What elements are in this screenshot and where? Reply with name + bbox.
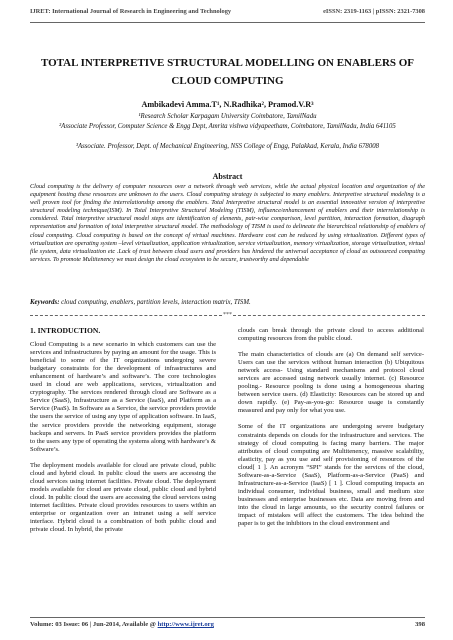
body-paragraph: Some of the IT organizations are undergoing severe budgetary constraints depends on clouds for the infrastructure and services. The strategy of cloud computing is facing many barriers. The major attributes of cloud computing are Multitenency, massive scalability, elasticity, pay as you use and self provisioning of resources of the cloud[ 1 ]. An acronym “SPI” stands for the services of the cloud, Software-as-a-Service (SaaS), Platform-as-a-Service (PaaS) and Infrastructure-as-a-Service (IaaS) [ 1 ]. Cloud computing impacts an individual consumer, individual business, small and medium size businesses and enterprise businesses etc. Data are moving from and into the cloud in large amounts, so the security control failures or impact of mistakes will affect the customers. The idea behind the paper is to get the inhibitors in the cloud environment and (238, 423, 424, 528)
abstract-text: Cloud computing is the delivery of computer resources over a network through web services, while the actual physical location and organization of the equipment hosting these resources are unknown to the users. Cloud computing strategy is subjected to many enablers. Interpretive structural modeling is a well proven tool for finding the interrelationship among the enablers. Total Interpretive structural model is an essential innovative version of interpretive structural modeling technique(ISM). In Total Interpretive Structural Modeling (TISM), influence/enhancement of enablers and their interrelationship is considered. Total interpretive structural model steps are identification of elements, pair-wise comparison, level partition, interaction formation, diagraph representation and formation of total interpretive structural model. The methodology of TISM is used to delineate the hierarchical relationship of enablers of cloud computing. Cloud computing is based on the concept of virtual machines. Hardware cost can be reduced by using virtualization. Different types of virtualization are operating system –level virtualization, application virtualization, service virtualization, memory virtualization, storage virtualization, virtual file system, data virtualization etc .Lack of trust between cloud users and providers has hindered the universal acceptance of cloud as outsourced computing services. To promote Multitenency we must design the cloud ecosystem to be secure, trustworthy and dependable (30, 183, 425, 263)
section-separator (30, 310, 425, 320)
journal-name: IJRET: International Journal of Research in Engineering and Technology (30, 8, 232, 15)
author-list: Ambikadevi Amma.T¹, N.Radhika², Pramod.V.R³ (141, 100, 314, 109)
body-paragraph: Cloud Computing is a new scenario in which customers can use the services and infrastructures by paying an amount for the usage. This is beneficial to some of the IT organizations undergoing severe budgetary constraints for the development of infrastructures and enhancement of hardware’s and software’s. The core technologies used in cloud are web applications, services, virtualization and cryptography. The services rendered through cloud are Software as a Service (SaaS), Infrastructure as a Service (IaaS), and Platform as a Service (PaaS). In Software as a Service, the service providers provide the users the service of using any type of application software. In IaaS, the service providers provide the networking equipment, storage backups and servers. In PaaS service providers provides the platform to the users any type of operating the systems along with hardware’s & Software’s. (30, 341, 216, 453)
section-heading: 1. INTRODUCTION. (30, 326, 101, 335)
footer-rule (30, 617, 425, 618)
page-number: 398 (415, 621, 425, 628)
footer-volume-info (30, 621, 214, 628)
header-rule (30, 22, 425, 23)
journal-website-link[interactable]: http://www.ijret.org (157, 621, 214, 628)
separator-line-left (30, 315, 222, 316)
body-paragraph: The deployment models available for cloud are private cloud, public cloud and hybrid cloud. In public cloud the users are accessing the cloud services using internet facilities. Private cloud. The deployment models available for cloud are private cloud, public cloud and hybrid cloud. In public cloud the users are accessing the cloud services using internet facilities. Private cloud provides resources to users within an enterprise or organization over an intranet using a self service interface. Hybrid cloud is a combination of both public cloud and private cloud. In hybrid, the private (30, 461, 216, 534)
right-column (238, 327, 424, 536)
keywords-line (30, 299, 425, 306)
keywords-text: cloud computing, enablers, partition levels, interaction matrix, TISM. (59, 299, 251, 306)
abstract-heading: Abstract (212, 172, 243, 181)
paper-title: TOTAL INTERPRETIVE STRUCTURAL MODELLING ON ENABLERS OF CLOUD COMPUTING (40, 57, 415, 87)
body-paragraph: clouds can break through the private cloud to access additional computing resources from the public cloud. (238, 327, 424, 343)
keywords-label: Keywords: (30, 299, 60, 306)
body-paragraph: The main characteristics of clouds are (a) On demand self service- Users can use the services without human interaction (b) Ubiquitous network access- Using standard mechanisms and protocol cloud services are accessed using network usually internet. (c) Resource pooling.- Resource pooling is done using a homogeneous sharing between service users. (d) Elasticity: Resources can be stored up and down rapidly. (e) Pay-as-you-go: Resource usage is constantly measured and pay only for what you use. (238, 351, 424, 415)
affiliation-1: ¹Research Scholar Karpagam University Coimbatore, TamilNadu (138, 113, 317, 120)
running-header (30, 8, 425, 15)
footer-volume-text: Volume: 03 Issue: 06 | Jun-2014, Available @ (30, 621, 158, 628)
separator-stars: *** (223, 312, 232, 318)
affiliation-3: ³Associate. Professor, Dept. of Mechanical Engineering, NSS College of Engg, Palakkad, Kerala, India 678008 (75, 143, 380, 150)
issn-text: eISSN: 2319-1163 | pISSN: 2321-7308 (323, 8, 425, 15)
affiliation-2: ²Associate Professor, Computer Science & Engg Dept, Amrita vishwa vidyapeetham, Coimbatore, TamilNadu, India 641105 (59, 123, 396, 130)
page-footer (30, 621, 425, 628)
separator-line-right (233, 315, 425, 316)
left-column (30, 327, 216, 542)
